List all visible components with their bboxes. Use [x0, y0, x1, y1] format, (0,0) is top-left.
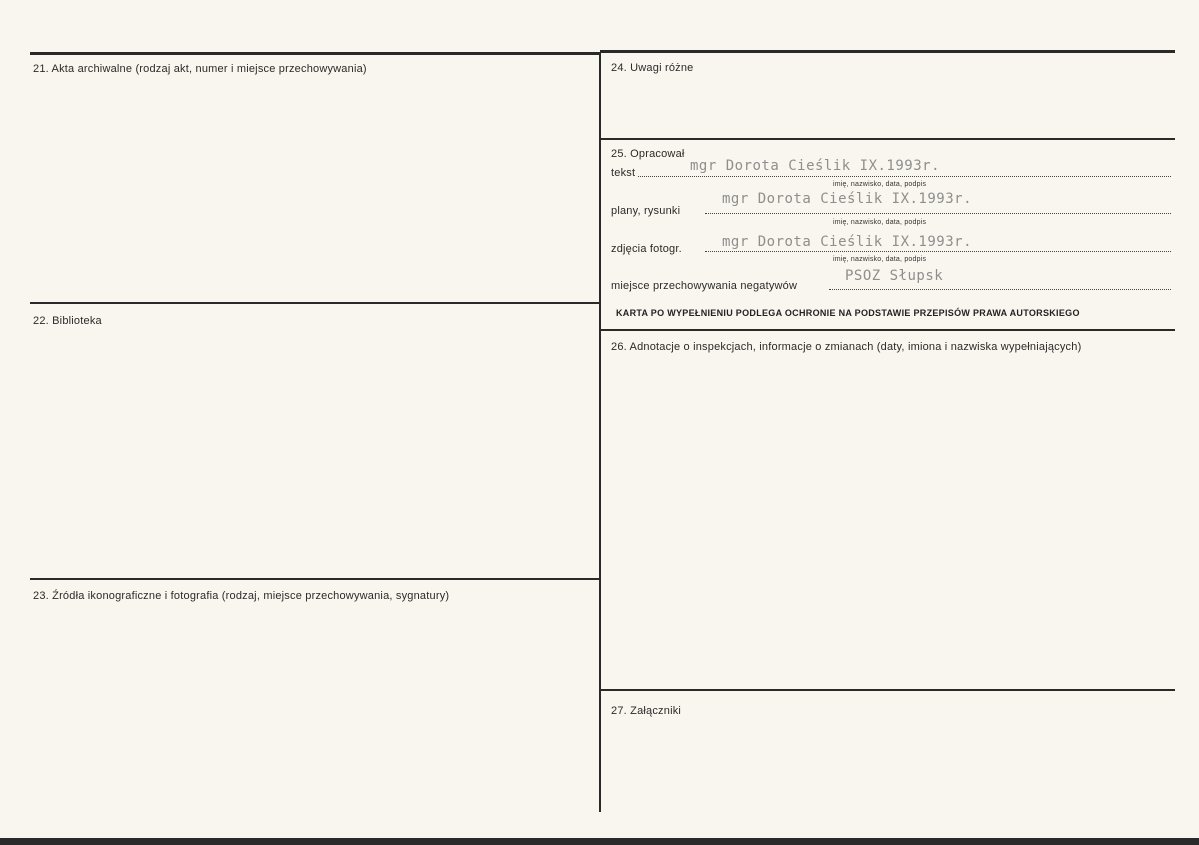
text-author-value: mgr Dorota Cieślik IX.1993r.: [690, 158, 941, 174]
photos-author-value: mgr Dorota Cieślik IX.1993r.: [722, 234, 973, 250]
section-26-heading: 26. Adnotacje o inspekcjach, informacje o zmianach (daty, imiona i nazwiska wypełniających): [611, 341, 1082, 353]
plans-author-dotted-line: [705, 213, 1171, 214]
negatives-location-value: PSOZ Słupsk: [845, 268, 944, 284]
divider-25-26: [600, 329, 1175, 331]
center-divider: [599, 52, 601, 812]
photos-author-dotted-line: [705, 251, 1171, 252]
section-23-heading: 23. Źródła ikonograficzne i fotografia (rodzaj, miejsce przechowywania, sygnatury): [33, 590, 450, 602]
section-27-heading: 27. Załączniki: [611, 705, 682, 717]
divider-22-23: [30, 578, 600, 580]
plans-author-value: mgr Dorota Cieślik IX.1993r.: [722, 191, 973, 207]
photos-author-label: zdjęcia fotogr.: [611, 243, 682, 255]
text-author-dotted-line: [638, 176, 1171, 177]
plans-author-caption: imię, nazwisko, data, podpis: [833, 219, 927, 226]
card-bottom-edge: [0, 838, 1199, 845]
photos-author-caption: imię, nazwisko, data, podpis: [833, 256, 927, 263]
section-22-heading: 22. Biblioteka: [33, 315, 102, 327]
plans-author-label: plany, rysunki: [611, 205, 681, 217]
top-rule-right: [600, 50, 1175, 53]
text-author-label: tekst: [611, 167, 636, 179]
divider-26-27: [600, 689, 1175, 691]
section-25-heading: 25. Opracował: [611, 148, 685, 160]
divider-21-22: [30, 302, 600, 304]
text-author-caption: imię, nazwisko, data, podpis: [833, 181, 927, 188]
negatives-location-label: miejsce przechowywania negatywów: [611, 280, 798, 292]
section-24-heading: 24. Uwagi różne: [611, 62, 694, 74]
top-rule-left: [30, 52, 600, 55]
copyright-notice: KARTA PO WYPEŁNIENIU PODLEGA OCHRONIE NA PODSTAWIE PRZEPISÓW PRAWA AUTORSKIEGO: [616, 308, 1080, 318]
negatives-location-dotted-line: [829, 289, 1171, 290]
divider-24-25: [600, 138, 1175, 140]
section-21-heading: 21. Akta archiwalne (rodzaj akt, numer i miejsce przechowywania): [33, 63, 367, 75]
